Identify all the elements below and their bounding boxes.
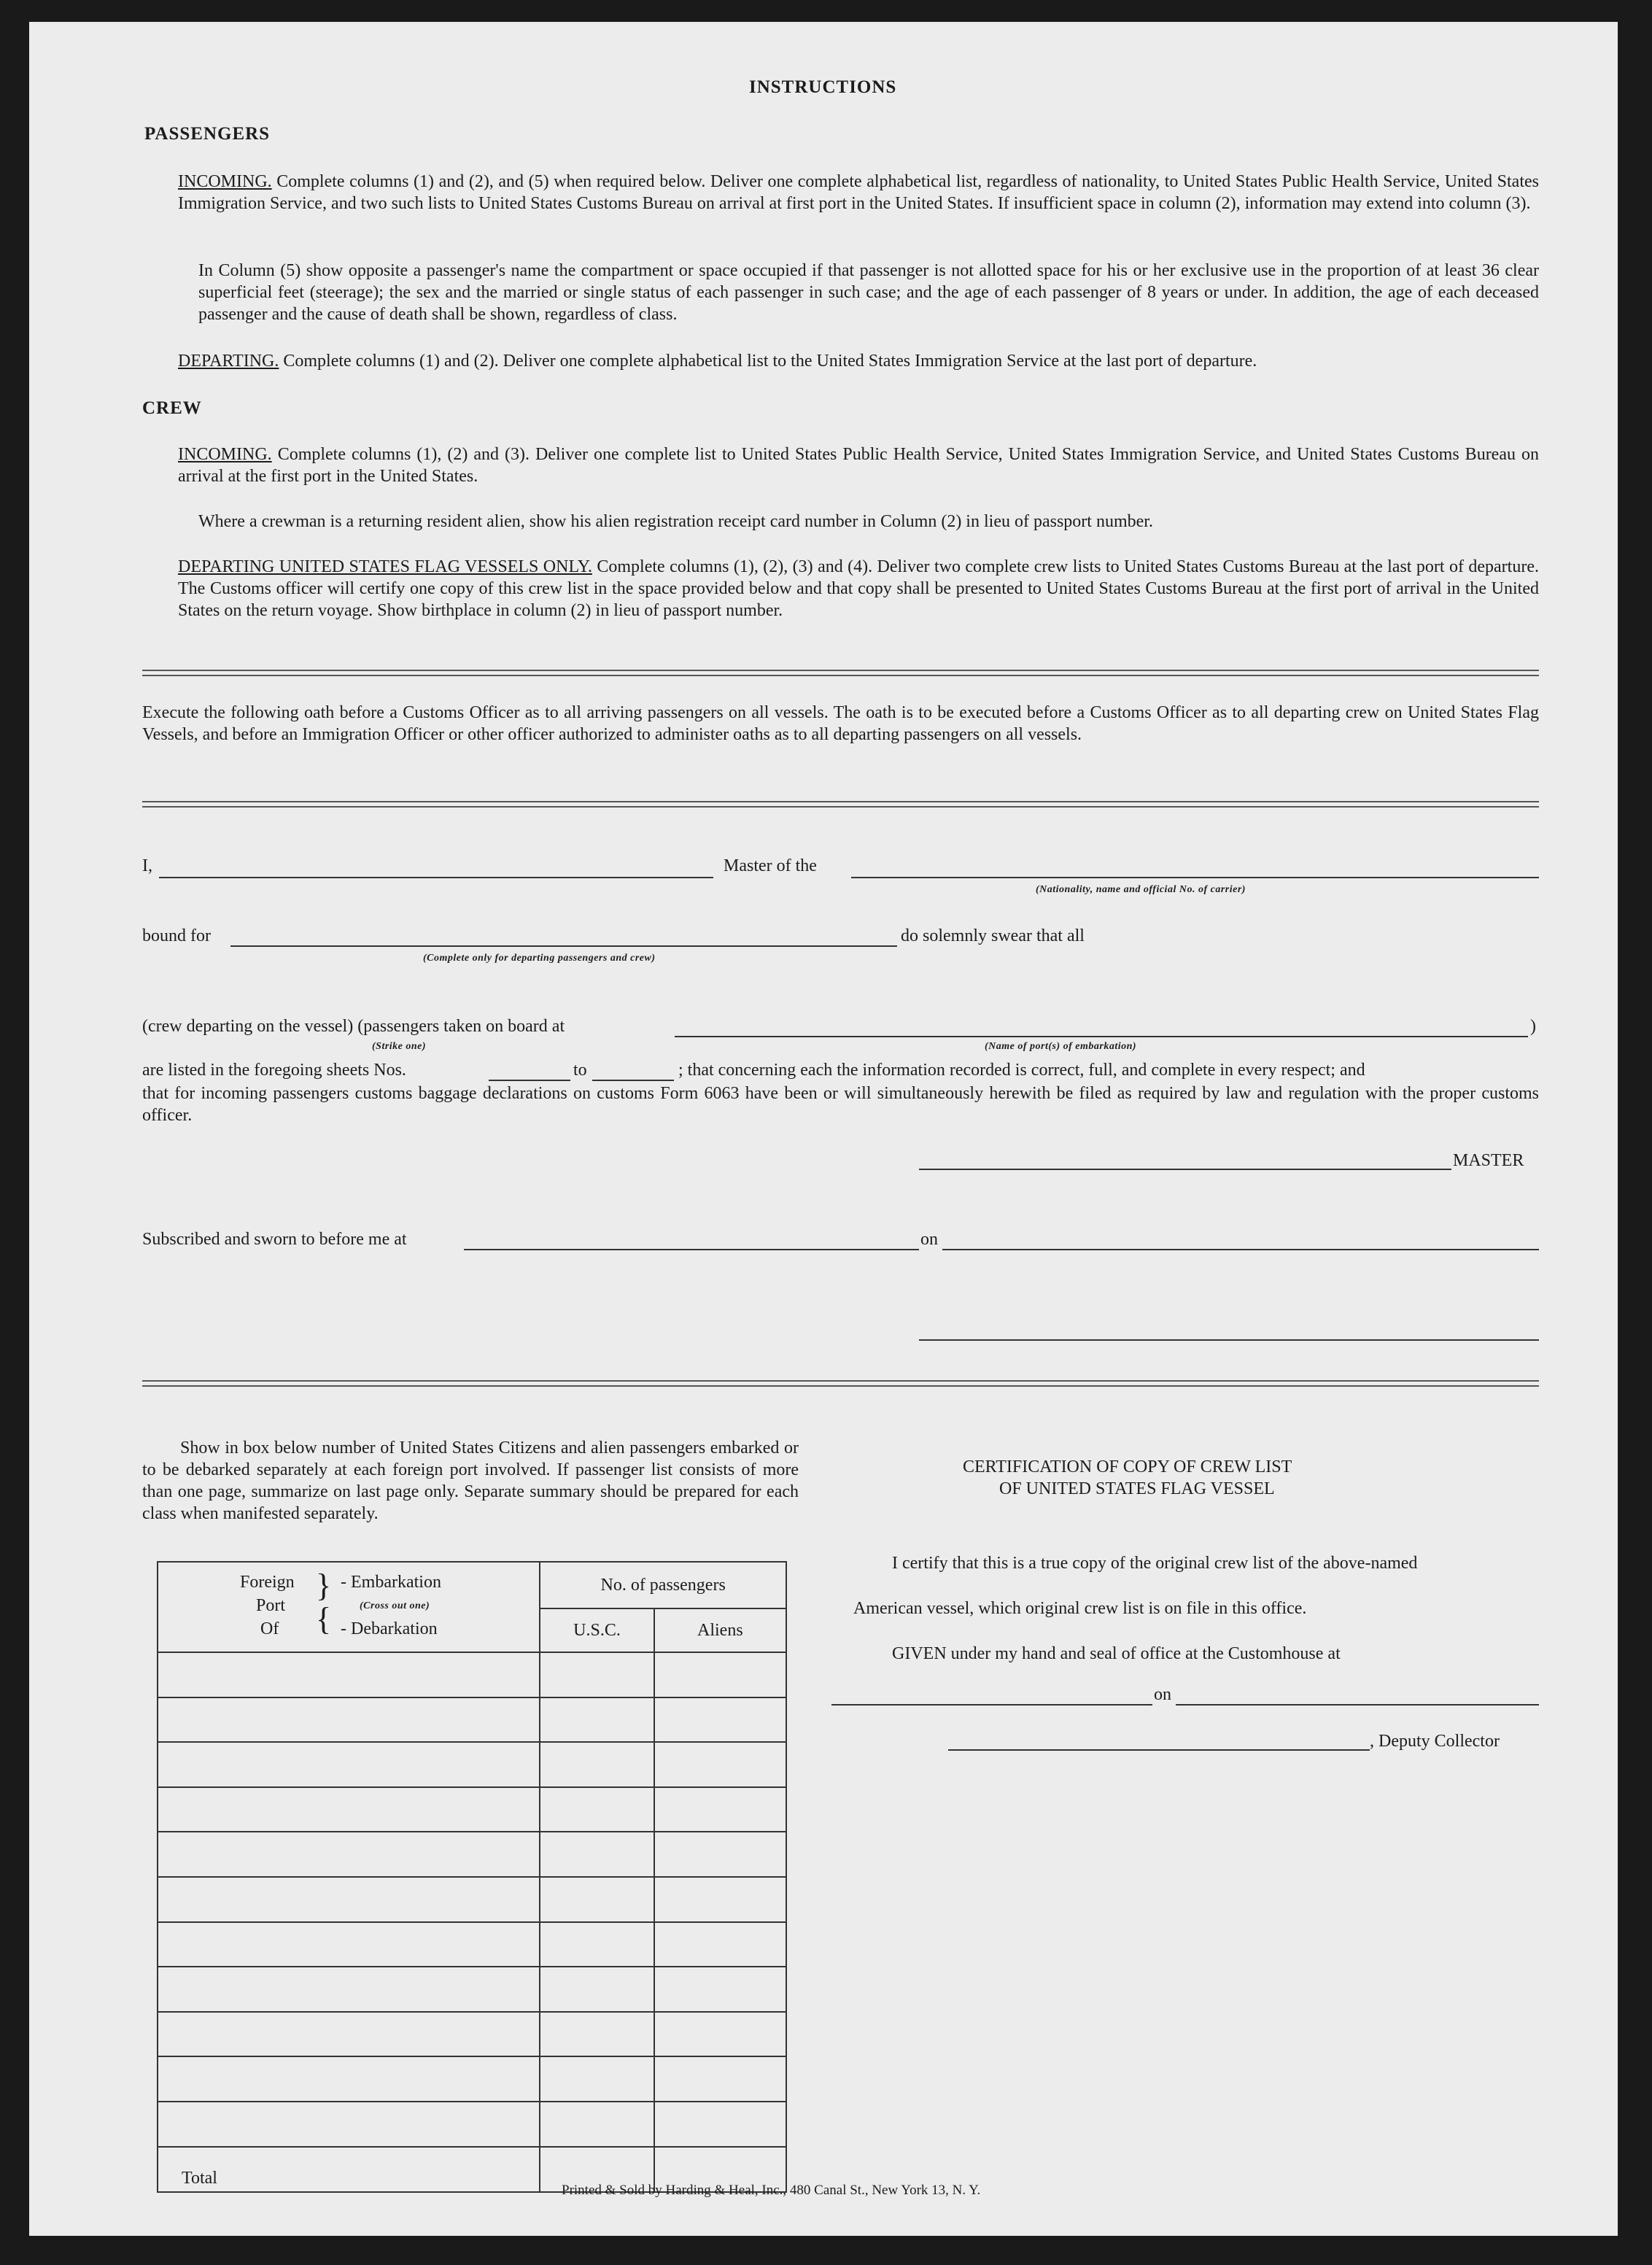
port-cell[interactable] — [158, 2012, 540, 2057]
aliens-cell[interactable] — [654, 1652, 786, 1697]
aliens-cell[interactable] — [654, 1832, 786, 1877]
port-cell[interactable] — [158, 1922, 540, 1967]
crew-heading: CREW — [142, 398, 202, 418]
aliens-cell[interactable] — [654, 1877, 786, 1922]
carrier-field[interactable] — [851, 877, 1539, 878]
usc-cell[interactable] — [540, 2056, 654, 2102]
ports-hint: (Name of port(s) of embarkation) — [985, 1041, 1137, 1052]
listed-pre: are listed in the foregoing sheets Nos. — [142, 1061, 406, 1080]
aliens-cell[interactable] — [654, 1697, 786, 1743]
master-name-field[interactable] — [159, 877, 713, 878]
no-passengers-header: No. of passengers — [540, 1562, 786, 1608]
aliens-cell[interactable] — [654, 1742, 786, 1787]
section-divider-2 — [142, 801, 1539, 808]
usc-header: U.S.C. — [540, 1608, 654, 1652]
port-cell[interactable] — [158, 2056, 540, 2102]
port-cell[interactable] — [158, 1787, 540, 1832]
debarkation-label: - Debarkation — [341, 1619, 438, 1638]
close-paren: ) — [1530, 1017, 1536, 1036]
crew-departing-paragraph — [178, 556, 1539, 622]
solemnly-swear-label: do solemnly swear that all — [901, 926, 1085, 945]
sworn-date-field[interactable] — [942, 1249, 1539, 1250]
sheet-to-field[interactable] — [592, 1080, 674, 1081]
aliens-cell[interactable] — [654, 1967, 786, 2012]
crew-alien-paragraph: Where a crewman is a returning resident alien, show his alien registration receipt card number in Column (2) in lieu of passport number. — [198, 512, 1153, 531]
oath-intro: Execute the following oath before a Customs Officer as to all arriving passengers on all vessels. The oath is to be executed before a Customs Officer as to all departing crew on United States Flag Vessels, and before an Immigration Officer or other officer authorized to administer oaths as to all departing passengers on all vessels. — [142, 703, 1539, 744]
aliens-cell[interactable] — [654, 2012, 786, 2057]
summary-row — [158, 1787, 786, 1832]
crew-departing-label: DEPARTING UNITED STATES FLAG VESSELS ONLY. — [178, 557, 592, 576]
brace-glyph: } — [316, 1568, 332, 1603]
summary-row — [158, 2056, 786, 2102]
passengers-heading: PASSENGERS — [144, 124, 271, 144]
passengers-column5-paragraph: In Column (5) show opposite a passenger's name the compartment or space occupied if that passenger is not allotted space for his or her exclusive use in the proportion of at least 36 clear superficial feet (steerage); the sex and the married or single status of each passenger in such case; and the age of each passenger of 8 years or under. In addition, the age of each deceased passenger and the cause of death shall be shown, regardless of class. — [198, 261, 1539, 324]
officer-signature-field[interactable] — [919, 1339, 1539, 1341]
section-divider-1 — [142, 670, 1539, 676]
listed-rest: that for incoming passengers customs baggage declarations on customs Form 6063 have been or will simultaneously herewith be filed as required by law and regulation with the proper customs officer. — [142, 1084, 1539, 1125]
cross-out-hint: (Cross out one) — [360, 1600, 430, 1611]
usc-cell[interactable] — [540, 1922, 654, 1967]
usc-cell[interactable] — [540, 1742, 654, 1787]
foreign-label: Foreign — [240, 1573, 295, 1592]
usc-cell[interactable] — [540, 1967, 654, 2012]
port-cell[interactable] — [158, 1877, 540, 1922]
port-cell[interactable] — [158, 1697, 540, 1743]
certification-date-field[interactable] — [1176, 1704, 1539, 1705]
usc-cell[interactable] — [540, 1832, 654, 1877]
brace-glyph-lower: { — [316, 1601, 332, 1637]
port-cell[interactable] — [158, 1832, 540, 1877]
crew-incoming-paragraph — [178, 444, 1539, 487]
bound-for-label: bound for — [142, 926, 211, 945]
crew-incoming-text: Complete columns (1), (2) and (3). Deliver one complete list to United States Public Health Service, United States Immigration Service, and United States Customs Bureau on arrival at the first port in the United States. — [178, 445, 1539, 486]
aliens-cell[interactable] — [654, 2102, 786, 2147]
usc-cell[interactable] — [540, 1652, 654, 1697]
listed-post: ; that concerning each the information recorded is correct, full, and complete in every respect; and — [678, 1061, 1365, 1080]
port-cell[interactable] — [158, 1652, 540, 1697]
summary-row — [158, 1922, 786, 1967]
customhouse-field[interactable] — [831, 1704, 1152, 1705]
certification-title-1: CERTIFICATION OF COPY OF CREW LIST — [963, 1457, 1292, 1476]
summary-row — [158, 2102, 786, 2147]
summary-row — [158, 1742, 786, 1787]
total-cell — [158, 2147, 540, 2192]
passenger-summary-table — [157, 1561, 787, 2193]
master-of-the-label: Master of the — [724, 856, 817, 875]
summary-row — [158, 1697, 786, 1743]
crew-incoming-label: INCOMING. — [178, 445, 272, 464]
port-header-cell — [158, 1562, 540, 1652]
certification-line-2: American vessel, which original crew list is on file in this office. — [853, 1599, 1307, 1618]
sheet-from-field[interactable] — [489, 1080, 570, 1081]
summary-row — [158, 1832, 786, 1877]
summary-row — [158, 1877, 786, 1922]
port-cell[interactable] — [158, 1967, 540, 2012]
footer-imprint: Printed & Sold by Harding & Heal, Inc., 480 Canal St., New York 13, N. Y. — [562, 2183, 981, 2198]
embarkation-label: - Embarkation — [341, 1573, 441, 1592]
bound-for-hint: (Complete only for departing passengers and crew) — [423, 953, 656, 964]
instructions-title: INSTRUCTIONS — [749, 77, 897, 97]
usc-cell[interactable] — [540, 2102, 654, 2147]
master-signature-field[interactable] — [919, 1169, 1451, 1170]
usc-cell[interactable] — [540, 2012, 654, 2057]
aliens-cell[interactable] — [654, 2056, 786, 2102]
aliens-cell[interactable] — [654, 1787, 786, 1832]
summary-row — [158, 1652, 786, 1697]
port-label: Port — [256, 1596, 286, 1615]
passengers-incoming-paragraph — [178, 171, 1539, 214]
document-page — [29, 22, 1618, 2236]
oath-i-label: I, — [142, 856, 152, 875]
strike-one-hint: (Strike one) — [372, 1041, 427, 1052]
section-divider-3 — [142, 1380, 1539, 1387]
crew-departing-label-line: (crew departing on the vessel) (passengers taken on board at — [142, 1017, 565, 1036]
subscribed-label: Subscribed and sworn to before me at — [142, 1230, 407, 1249]
embarkation-ports-field[interactable] — [675, 1036, 1528, 1037]
master-label: MASTER — [1453, 1151, 1524, 1170]
summary-intro: Show in box below number of United States Citizens and alien passengers embarked or to be debarked separately at each foreign port involved. If passenger list consists of more than one page, summarize on last page only. Separate summary should be prepared for each class when manifested separately. — [142, 1439, 799, 1523]
bound-for-field[interactable] — [230, 945, 897, 947]
aliens-header: Aliens — [654, 1608, 786, 1652]
aliens-cell[interactable] — [654, 1922, 786, 1967]
sworn-place-field[interactable] — [464, 1249, 919, 1250]
carrier-hint: (Nationality, name and official No. of carrier) — [1036, 884, 1246, 895]
usc-cell[interactable] — [540, 1697, 654, 1743]
summary-rows — [158, 1652, 786, 2147]
usc-cell[interactable] — [540, 1787, 654, 1832]
summary-row — [158, 2012, 786, 2057]
subscribed-on-label: on — [920, 1230, 938, 1249]
crew-departing-text: Complete columns (1), (2), (3) and (4). Deliver two complete crew lists to United States Customs Bureau at the last port of departure. The Customs officer will certify one copy of this crew list in the space provided below and that copy shall be presented to United States Customs Bureau at the first port of arrival in the United States on the return voyage. Show birthplace in column (2) in lieu of passport number. — [178, 557, 1539, 620]
passengers-departing-label: DEPARTING. — [178, 352, 279, 371]
port-cell[interactable] — [158, 2102, 540, 2147]
listed-to: to — [573, 1061, 587, 1080]
deputy-collector-label: , Deputy Collector — [1370, 1732, 1500, 1751]
certification-on-label: on — [1154, 1685, 1171, 1704]
summary-row — [158, 1967, 786, 2012]
passengers-departing-text: Complete columns (1) and (2). Deliver one complete alphabetical list to the United States Immigration Service at the last port of departure. — [283, 352, 1257, 371]
certification-title-2: OF UNITED STATES FLAG VESSEL — [999, 1479, 1275, 1498]
passengers-incoming-label: INCOMING. — [178, 172, 272, 191]
passengers-incoming-text: Complete columns (1) and (2), and (5) when required below. Deliver one complete alphabetical list, regardless of nationality, to United States Public Health Service, United States Immigration Service, and two such lists to United States Customs Bureau on arrival at first port in the United States. If insufficient space in column (2), information may extend into column (3). — [178, 172, 1539, 213]
given-label: GIVEN under my hand and seal of office at the Customhouse at — [892, 1644, 1341, 1663]
certification-line-1: I certify that this is a true copy of the original crew list of the above-named — [892, 1554, 1418, 1573]
port-cell[interactable] — [158, 1742, 540, 1787]
of-label: Of — [260, 1619, 279, 1638]
total-label: Total — [182, 2168, 217, 2188]
usc-cell[interactable] — [540, 1877, 654, 1922]
passengers-departing-paragraph — [178, 350, 1539, 372]
deputy-signature-field[interactable] — [948, 1749, 1370, 1751]
